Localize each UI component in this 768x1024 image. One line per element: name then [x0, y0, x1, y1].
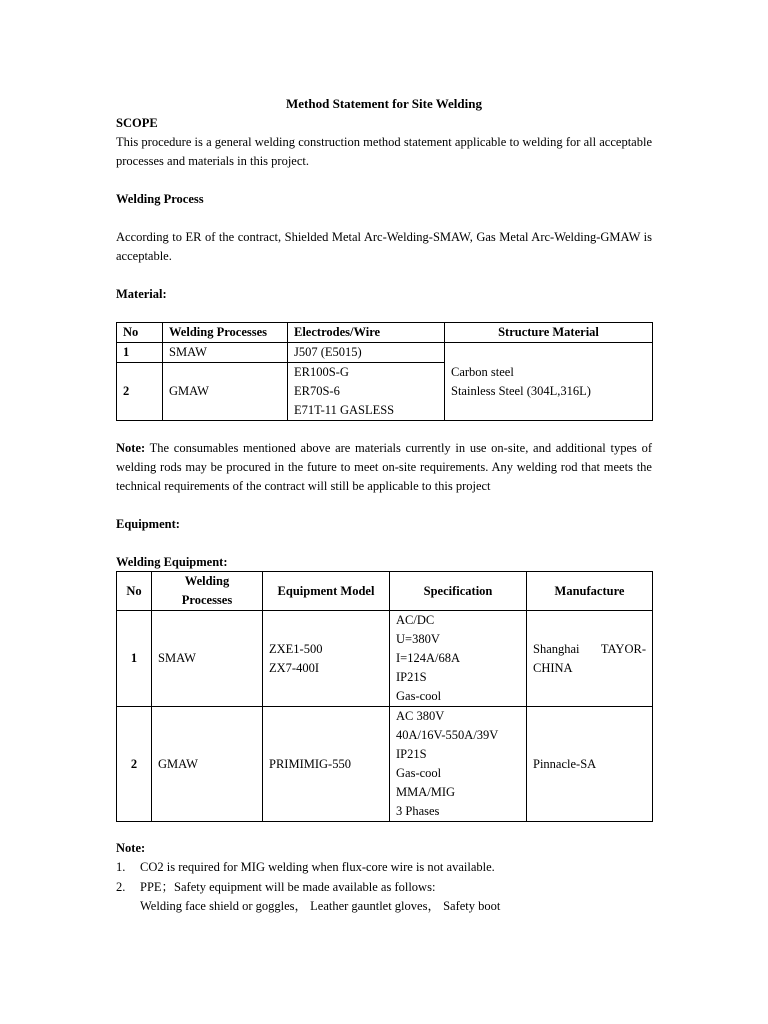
material-col-no: No	[117, 323, 163, 343]
equipment-row-spec	[390, 611, 527, 707]
spec-line: U=380V	[396, 632, 440, 646]
structure-material-line: Stainless Steel (304L,316L)	[451, 383, 591, 398]
material-row-electrodes	[288, 363, 445, 421]
equipment-row-models	[263, 707, 390, 822]
material-table	[116, 322, 653, 421]
welding-process-text: According to ER of the contract, Shielded Metal Arc-Welding-SMAW, Gas Metal Arc-Welding-GMAW is acceptable.	[116, 230, 652, 263]
spec-line: IP21S	[396, 747, 427, 761]
note-item-text: PPE；Safety equipment will be made available as follows:	[140, 880, 436, 894]
spec-line: Gas-cool	[396, 766, 442, 780]
equipment-row-spec	[390, 707, 527, 822]
equipment-row-no: 2	[117, 707, 152, 822]
structure-material-line: Carbon steel	[451, 364, 514, 379]
material-row-electrode: J507 (E5015)	[288, 343, 445, 363]
electrode-line: ER70S-6	[294, 384, 340, 398]
table-row	[117, 707, 653, 822]
equipment-row-models	[263, 611, 390, 707]
note-label: Note:	[116, 441, 146, 455]
equipment-row-process: GMAW	[152, 707, 263, 822]
material-col-electrodes: Electrodes/Wire	[288, 323, 445, 343]
spec-line: IP21S	[396, 670, 427, 684]
material-structure-cell	[445, 343, 653, 421]
welding-process-heading: Welding Process	[116, 192, 204, 206]
equipment-model-line: ZXE1-500	[269, 641, 323, 656]
equipment-row-manufacture: Pinnacle-SA	[527, 707, 653, 822]
spec-line: I=124A/68A	[396, 651, 460, 665]
equipment-table-header	[117, 572, 653, 611]
equipment-col-specification: Specification	[390, 572, 527, 611]
spec-line: 3 Phases	[396, 804, 440, 818]
material-row-process: GMAW	[163, 363, 288, 421]
table-row	[117, 343, 653, 363]
note-text: The consumables mentioned above are materials currently in use on-site, and additional types of welding rods may be procured in the future to meet on-site requirements. Any welding rod that meets the technical requirements of the contract will still be applicable to this project	[116, 441, 652, 493]
material-table-header	[117, 323, 653, 343]
spec-line: MMA/MIG	[396, 785, 456, 799]
spec-line: AC/DC	[396, 613, 435, 627]
equipment-col-processes: Welding Processes	[152, 572, 263, 611]
electrode-line: E71T-11 GASLESS	[294, 403, 395, 417]
spec-line: AC 380V	[396, 709, 445, 723]
note2-label: Note:	[116, 841, 146, 855]
spec-line: Gas-cool	[396, 689, 442, 703]
list-item	[116, 878, 652, 897]
note-item-text: CO2 is required for MIG welding when flux-core wire is not available.	[140, 860, 495, 874]
spec-line: 40A/16V-550A/39V	[396, 728, 499, 742]
scope-text: This procedure is a general welding construction method statement applicable to welding for all acceptable processes and materials in this project.	[116, 135, 652, 168]
equipment-table	[116, 571, 653, 822]
material-row-no: 1	[117, 343, 163, 363]
material-row-no: 2	[117, 363, 163, 421]
equipment-heading: Equipment:	[116, 517, 180, 531]
material-row-process: SMAW	[163, 343, 288, 363]
equipment-row-no: 1	[117, 611, 152, 707]
equipment-model-line: ZX7-400I	[269, 660, 319, 675]
equipment-col-no: No	[117, 572, 152, 611]
ppe-line: Welding face shield or goggles， Leather gauntlet gloves， Safety boot	[140, 899, 501, 913]
equipment-col-model: Equipment Model	[263, 572, 390, 611]
equipment-row-manufacture: Shanghai TAYOR-CHINA	[527, 611, 653, 707]
note-number: 2.	[116, 880, 126, 894]
welding-equipment-heading: Welding Equipment:	[116, 555, 228, 569]
material-note	[116, 439, 652, 496]
table-row	[117, 611, 653, 707]
material-col-processes: Welding Processes	[163, 323, 288, 343]
equipment-row-process: SMAW	[152, 611, 263, 707]
electrode-line: ER100S-G	[294, 365, 349, 379]
equipment-model-line: PRIMIMIG-550	[269, 756, 351, 771]
material-heading: Material:	[116, 287, 167, 301]
note-number: 1.	[116, 860, 126, 874]
equipment-col-manufacture: Manufacture	[527, 572, 653, 611]
list-item	[116, 858, 652, 877]
document-title: Method Statement for Site Welding	[286, 96, 482, 111]
scope-heading: SCOPE	[116, 116, 158, 130]
material-col-structure: Structure Material	[445, 323, 653, 343]
